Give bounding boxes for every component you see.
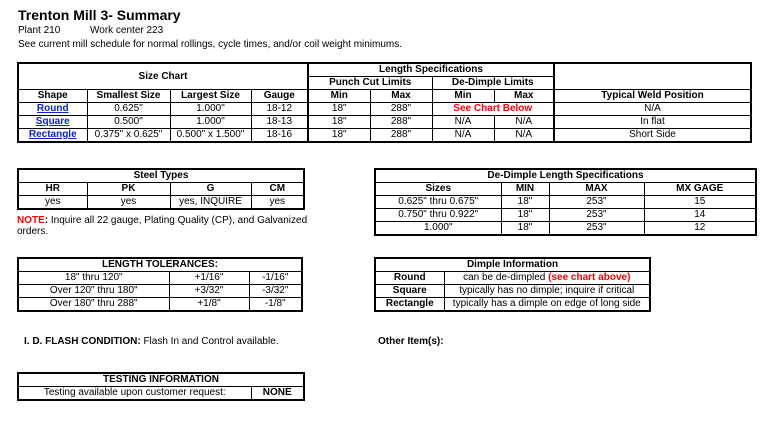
flash-condition-text: Flash In and Control available. (140, 336, 279, 347)
other-items-label: Other Item(s): (378, 336, 444, 347)
cell-plus-tolerance: +1/16" (169, 272, 249, 285)
cell-minus-tolerance: -3/32" (249, 285, 302, 298)
work-center-label: Work center 223 (90, 25, 164, 36)
note-text: Inquire all 22 gauge, Plating Quality (CP), and Galvanized orders. (17, 215, 308, 237)
table-row (18, 196, 304, 210)
table-row (18, 116, 751, 129)
punch-cut-limits-title: Punch Cut Limits (308, 77, 432, 90)
table-row (375, 298, 650, 312)
col-header-sizes: Sizes (375, 183, 501, 196)
testing-info-table (17, 372, 305, 401)
col-header-dedimple-min: Min (432, 90, 494, 103)
cell-dedimple-max: N/A (494, 129, 554, 143)
cell-weld-position: Short Side (554, 129, 751, 143)
schedule-note: See current mill schedule for normal rollings, cycle times, and/or coil weight minimums. (18, 39, 403, 50)
table-row (375, 285, 650, 298)
cell-dedimple-see-chart: See Chart Below (432, 103, 554, 116)
cell-smallest: 0.375" x 0.625" (87, 129, 170, 143)
cell-shape: Round (375, 272, 444, 285)
col-header-largest-size: Largest Size (170, 90, 251, 103)
cell-punch-max: 288" (370, 129, 432, 143)
table-row (18, 129, 751, 143)
cell-hr-value: yes (18, 196, 87, 210)
table-row (18, 298, 302, 312)
dimple-desc-text: can be de-dimpled (463, 272, 549, 283)
cell-gauge: 18-13 (251, 116, 308, 129)
cell-length-range: Over 120" thru 180" (18, 285, 169, 298)
col-header-cm: CM (251, 183, 304, 196)
cell-punch-max: 288" (370, 103, 432, 116)
cell-size-range: 0.750" thru 0.922" (375, 209, 501, 222)
cell-testing-value: NONE (251, 387, 304, 401)
col-header-shape: Shape (18, 90, 87, 103)
cell-dedimple-min: N/A (432, 129, 494, 143)
col-header-g: G (170, 183, 251, 196)
weld-position-spacer-cell (554, 63, 751, 90)
length-specs-title: Length Specifications (308, 63, 554, 77)
dimple-desc-text: typically has a dimple on edge of long side (452, 298, 641, 309)
flash-condition-line (24, 336, 279, 347)
dimple-desc-red-text: (see chart above) (548, 272, 631, 283)
note-label: NOTE (17, 215, 45, 226)
col-header-pk: PK (87, 183, 170, 196)
de-dimple-specs-title: De-Dimple Length Specifications (375, 169, 756, 183)
flash-condition-label: I. D. FLASH CONDITION: (24, 336, 141, 347)
table-row (375, 272, 650, 285)
cell-mx-gage: 15 (644, 196, 756, 209)
col-header-dedimple-max: Max (494, 90, 554, 103)
col-header-gauge: Gauge (251, 90, 308, 103)
cell-punch-max: 288" (370, 116, 432, 129)
dimple-info-title: Dimple Information (375, 258, 650, 272)
table-row (18, 103, 751, 116)
cell-plus-tolerance: +1/8" (169, 298, 249, 312)
col-header-max: MAX (549, 183, 644, 196)
length-tolerances-title: LENGTH TOLERANCES: (18, 258, 302, 272)
cell-dimple-desc (444, 272, 650, 285)
col-header-punch-max: Max (370, 90, 432, 103)
cell-max: 253" (549, 222, 644, 236)
col-header-weld-position: Typical Weld Position (554, 90, 751, 103)
gauge-note (17, 215, 309, 237)
de-dimple-specs-table (374, 168, 757, 236)
length-tolerances-table (17, 257, 303, 312)
cell-g-value: yes, INQUIRE (170, 196, 251, 210)
cell-smallest: 0.625" (87, 103, 170, 116)
cell-dedimple-max: N/A (494, 116, 554, 129)
square-shape-link[interactable]: Square (35, 116, 70, 127)
cell-punch-min: 18" (308, 116, 370, 129)
cell-max: 253" (549, 209, 644, 222)
cell-min: 18" (501, 196, 549, 209)
cell-minus-tolerance: -1/8" (249, 298, 302, 312)
cell-mx-gage: 14 (644, 209, 756, 222)
col-header-hr: HR (18, 183, 87, 196)
note-separator: : (44, 215, 51, 226)
cell-min: 18" (501, 209, 549, 222)
cell-length-range: 18" thru 120" (18, 272, 169, 285)
col-header-min: MIN (501, 183, 549, 196)
cell-minus-tolerance: -1/16" (249, 272, 302, 285)
plant-label: Plant 210 (18, 25, 61, 36)
cell-largest: 1.000" (170, 116, 251, 129)
cell-length-range: Over 180" thru 288" (18, 298, 169, 312)
cell-gauge: 18-12 (251, 103, 308, 116)
round-shape-link[interactable]: Round (36, 103, 69, 114)
rectangle-shape-link[interactable]: Rectangle (28, 129, 77, 140)
cell-dedimple-min: N/A (432, 116, 494, 129)
cell-cm-value: yes (251, 196, 304, 210)
cell-gauge: 18-16 (251, 129, 308, 143)
dimple-info-table (374, 257, 651, 312)
cell-punch-min: 18" (308, 129, 370, 143)
table-row (18, 285, 302, 298)
cell-size-range: 1.000" (375, 222, 501, 236)
steel-types-table (17, 168, 305, 210)
page-title: Trenton Mill 3- Summary (18, 7, 181, 23)
cell-dimple-desc (444, 298, 650, 312)
table-row (375, 196, 756, 209)
cell-size-range: 0.625" thru 0.675" (375, 196, 501, 209)
cell-punch-min: 18" (308, 103, 370, 116)
cell-testing-label: Testing available upon customer request: (18, 387, 251, 401)
cell-largest: 0.500" x 1.500" (170, 129, 251, 143)
table-row (375, 209, 756, 222)
col-header-mx-gage: MX GAGE (644, 183, 756, 196)
cell-shape: Square (375, 285, 444, 298)
cell-min: 18" (501, 222, 549, 236)
table-row (375, 222, 756, 236)
cell-max: 253" (549, 196, 644, 209)
de-dimple-limits-title: De-Dimple Limits (432, 77, 554, 90)
cell-weld-position: N/A (554, 103, 751, 116)
table-row (18, 272, 302, 285)
table-row (18, 387, 304, 401)
testing-info-title: TESTING INFORMATION (18, 373, 304, 387)
size-length-spec-table (17, 62, 752, 143)
dimple-desc-text: typically has no dimple; inquire if critical (459, 285, 635, 296)
col-header-punch-min: Min (308, 90, 370, 103)
cell-plus-tolerance: +3/32" (169, 285, 249, 298)
col-header-smallest-size: Smallest Size (87, 90, 170, 103)
cell-dimple-desc (444, 285, 650, 298)
cell-largest: 1.000" (170, 103, 251, 116)
cell-pk-value: yes (87, 196, 170, 210)
cell-smallest: 0.500" (87, 116, 170, 129)
cell-mx-gage: 12 (644, 222, 756, 236)
size-chart-title: Size Chart (18, 63, 308, 90)
steel-types-title: Steel Types (18, 169, 304, 183)
cell-shape: Rectangle (375, 298, 444, 312)
cell-weld-position: In flat (554, 116, 751, 129)
